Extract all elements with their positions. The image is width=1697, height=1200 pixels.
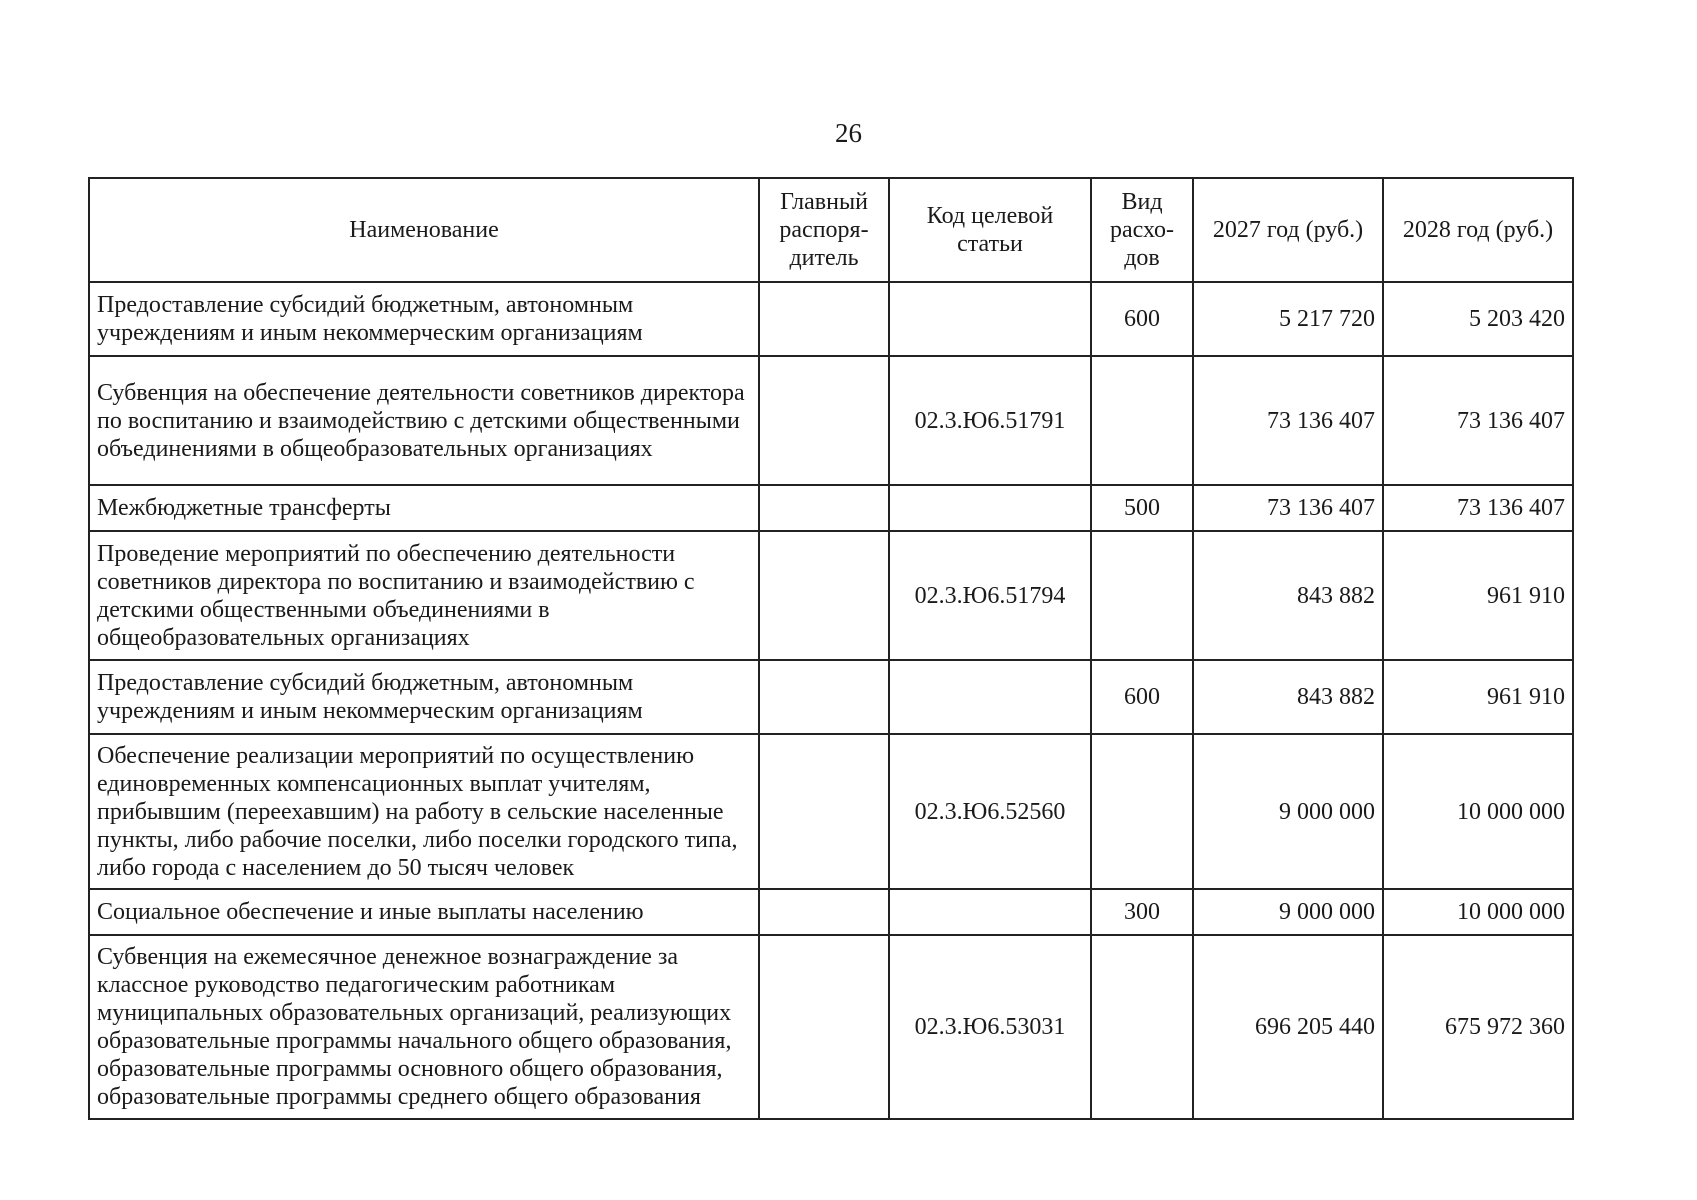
row-type <box>1091 935 1193 1119</box>
table-header-row <box>89 178 1573 282</box>
row-name: Субвенция на ежемесячное денежное вознаграждение за классное руководство педагогическим работникам муниципальных образовательных организаций, реализующих образовательные программы начального общего образования, образовательные программы основного общего образования, образовательные программы среднего общего образования <box>89 935 759 1119</box>
row-owner <box>759 935 889 1119</box>
row-type <box>1091 734 1193 889</box>
row-2028: 675 972 360 <box>1383 935 1573 1119</box>
header-type: Вид расхо-дов <box>1091 178 1193 282</box>
header-name: Наименование <box>89 178 759 282</box>
table-row <box>89 734 1573 889</box>
table-row <box>89 660 1573 734</box>
row-owner <box>759 356 889 485</box>
page-number: 26 <box>835 118 862 148</box>
row-code <box>889 660 1091 734</box>
row-owner <box>759 734 889 889</box>
row-2028: 73 136 407 <box>1383 485 1573 531</box>
table-row <box>89 531 1573 660</box>
row-2027: 73 136 407 <box>1193 485 1383 531</box>
row-name: Социальное обеспечение и иные выплаты населению <box>89 889 759 935</box>
row-code <box>889 889 1091 935</box>
table-row <box>89 282 1573 356</box>
table-row <box>89 889 1573 935</box>
row-type: 600 <box>1091 282 1193 356</box>
row-name: Обеспечение реализации мероприятий по осуществлению единовременных компенсационных выплат учителям, прибывшим (переехавшим) на работу в сельские населенные пункты, либо рабочие поселки, либо поселки городского типа, либо города с населением до 50 тысяч человек <box>89 734 759 889</box>
row-owner <box>759 531 889 660</box>
row-2027: 9 000 000 <box>1193 889 1383 935</box>
row-name: Предоставление субсидий бюджетным, автономным учреждениям и иным некоммерческим организациям <box>89 282 759 356</box>
row-type <box>1091 531 1193 660</box>
row-owner <box>759 282 889 356</box>
row-owner <box>759 660 889 734</box>
row-2028: 10 000 000 <box>1383 889 1573 935</box>
row-type: 600 <box>1091 660 1193 734</box>
row-code: 02.3.Ю6.51791 <box>889 356 1091 485</box>
row-type <box>1091 356 1193 485</box>
header-owner: Главный распоря-дитель <box>759 178 889 282</box>
row-2028: 961 910 <box>1383 531 1573 660</box>
row-2028: 961 910 <box>1383 660 1573 734</box>
row-code: 02.3.Ю6.51794 <box>889 531 1091 660</box>
table-row <box>89 935 1573 1119</box>
row-code <box>889 485 1091 531</box>
header-code: Код целевой статьи <box>889 178 1091 282</box>
table-row <box>89 356 1573 485</box>
row-2028: 73 136 407 <box>1383 356 1573 485</box>
row-name: Предоставление субсидий бюджетным, автономным учреждениям и иным некоммерческим организациям <box>89 660 759 734</box>
row-2027: 5 217 720 <box>1193 282 1383 356</box>
header-2027: 2027 год (руб.) <box>1193 178 1383 282</box>
row-name: Проведение мероприятий по обеспечению деятельности советников директора по воспитанию и взаимодействию с детскими общественными объединениями в общеобразовательных организациях <box>89 531 759 660</box>
row-2027: 843 882 <box>1193 660 1383 734</box>
row-code: 02.3.Ю6.52560 <box>889 734 1091 889</box>
row-2028: 5 203 420 <box>1383 282 1573 356</box>
table-row <box>89 485 1573 531</box>
row-owner <box>759 485 889 531</box>
row-type: 500 <box>1091 485 1193 531</box>
row-code <box>889 282 1091 356</box>
row-name: Межбюджетные трансферты <box>89 485 759 531</box>
row-2027: 696 205 440 <box>1193 935 1383 1119</box>
row-2027: 843 882 <box>1193 531 1383 660</box>
row-2027: 73 136 407 <box>1193 356 1383 485</box>
row-code: 02.3.Ю6.53031 <box>889 935 1091 1119</box>
row-name: Субвенция на обеспечение деятельности советников директора по воспитанию и взаимодействию с детскими общественными объединениями в общеобразовательных организациях <box>89 356 759 485</box>
row-owner <box>759 889 889 935</box>
budget-table <box>88 177 1574 1120</box>
header-2028: 2028 год (руб.) <box>1383 178 1573 282</box>
row-2028: 10 000 000 <box>1383 734 1573 889</box>
row-2027: 9 000 000 <box>1193 734 1383 889</box>
row-type: 300 <box>1091 889 1193 935</box>
